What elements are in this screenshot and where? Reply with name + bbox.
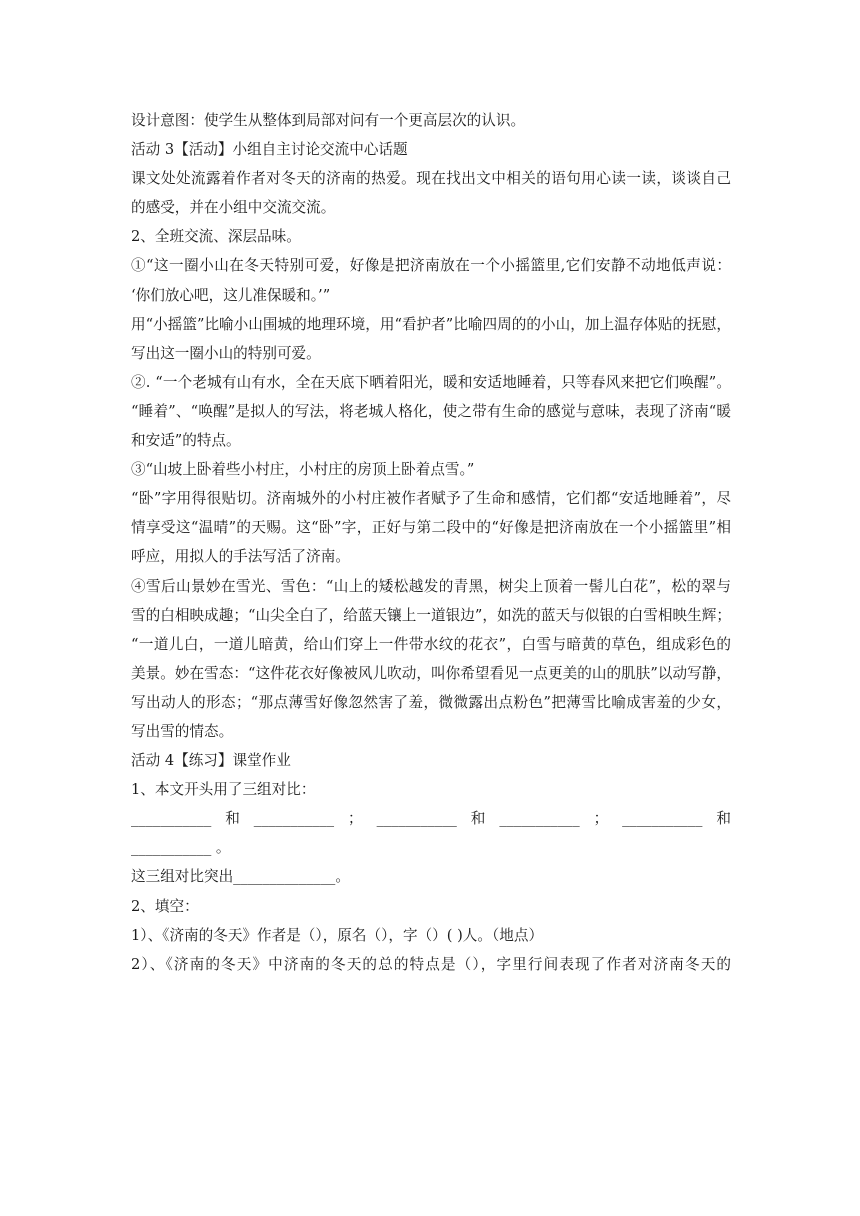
design-intent-line: 设计意图：使学生从整体到局部对问有一个更高层次的认识。 [131, 112, 526, 129]
blank-field: ___________ [499, 810, 580, 828]
question-2-heading: 2、填空： [131, 897, 199, 915]
analysis-4-line: 美景。妙在雪态：“这件花衣好像被风儿吹动，叫你希望看见一点更美的山的肌肤”以动写静， [131, 664, 731, 682]
blank-connector: 和 [470, 810, 486, 828]
analysis-2-line: 和安适”的特点。 [131, 432, 241, 450]
analysis-3-line: “卧”字用得很贴切。济南城外的小村庄被作者赋予了生命和感情，它们都“安适地睡着”，尽 [131, 490, 731, 508]
analysis-3-line: 情享受这“温晴”的天赐。这“卧”字，正好与第二段中的“好像是把济南放在一个小摇篮里”相 [131, 519, 731, 537]
fill-in-item-1: 1）、《济南的冬天》作者是（），原名（），字（）( )人。（地点） [131, 926, 544, 944]
analysis-4-line: 写出雪的情态。 [131, 722, 234, 740]
analysis-1-line: 用“小摇篮”比喻小山围城的地理环境，用“看护者”比喻四周的的小山，加上温存体贴的抚慰， [131, 315, 731, 333]
quote-1-line: ‘你们放心吧，这儿准保暖和。’” [131, 286, 331, 304]
question-1-line: 1、本文开头用了三组对比： [131, 781, 316, 799]
analysis-2-line: “睡着”、“唤醒”是拟人的写法，将老城人格化，使之带有生命的感觉与意味，表现了济南“暖 [131, 402, 731, 420]
quote-1-line: ①“这一圈小山在冬天特别可爱，好像是把济南放在一个小摇篮里,它们安静不动地低声说： [131, 257, 731, 275]
contrast-blank-end: ___________ 。 [131, 839, 231, 857]
contrast-blank-row [131, 804, 731, 833]
step-2-heading: 2、全班交流、深层品味。 [131, 228, 301, 246]
blank-field: ___________ [376, 810, 457, 828]
activity-3-heading: 活动 3【活动】小组自主讨论交流中心话题 [131, 141, 408, 159]
contrast-purpose-line: 这三组对比突出______________。 [131, 868, 350, 886]
blank-connector: 和 [225, 810, 240, 828]
blank-field: ___________ [131, 810, 212, 828]
quote-2-line: ②. “一个老城有山有水，全在天底下晒着阳光，暖和安适地睡着，只等春风来把它们唤醒”。 [131, 373, 731, 391]
analysis-3-line: 呼应，用拟人的手法写活了济南。 [131, 548, 350, 566]
analysis-4-line: 写出动人的形态；“那点薄雪好像忽然害了羞，微微露出点粉色”把薄雪比喻成害羞的少女， [131, 693, 731, 711]
blank-field: ___________ [253, 810, 335, 828]
blank-field: ___________ [622, 810, 703, 828]
quote-3-line: ③“山坡上卧着些小村庄，小村庄的房顶上卧着点雪。” [131, 461, 475, 479]
analysis-4-line: “一道儿白，一道儿暗黄，给山们穿上一件带水纹的花衣”，白雪与暗黄的草色，组成彩色的 [131, 635, 731, 653]
paragraph-line: 课文处处流露着作者对冬天的济南的热爱。现在找出文中相关的语句用心读一读，谈谈自己 [131, 170, 731, 188]
fill-in-item-2: 2）、《济南的冬天》中济南的冬天的总的特点是（），字里行间表现了作者对济南冬天的 [131, 955, 731, 973]
paragraph-line: 的感受，并在小组中交流交流。 [131, 199, 336, 217]
blank-separator: ； [593, 810, 609, 828]
document-page [131, 106, 731, 979]
analysis-1-line: 写出这一圈小山的特别可爱。 [131, 344, 321, 362]
analysis-4-line: ④雪后山景妙在雪光、雪色：“山上的矮松越发的青黑，树尖上顶着一髻儿白花”，松的翠与 [131, 577, 731, 595]
activity-4-heading: 活动 4【练习】课堂作业 [131, 752, 291, 770]
blank-separator: ； [348, 810, 363, 828]
blank-connector: 和 [716, 810, 731, 828]
analysis-4-line: 雪的白相映成趣；“山尖全白了，给蓝天镶上一道银边”，如洗的蓝天与似银的白雪相映生辉； [131, 606, 731, 624]
